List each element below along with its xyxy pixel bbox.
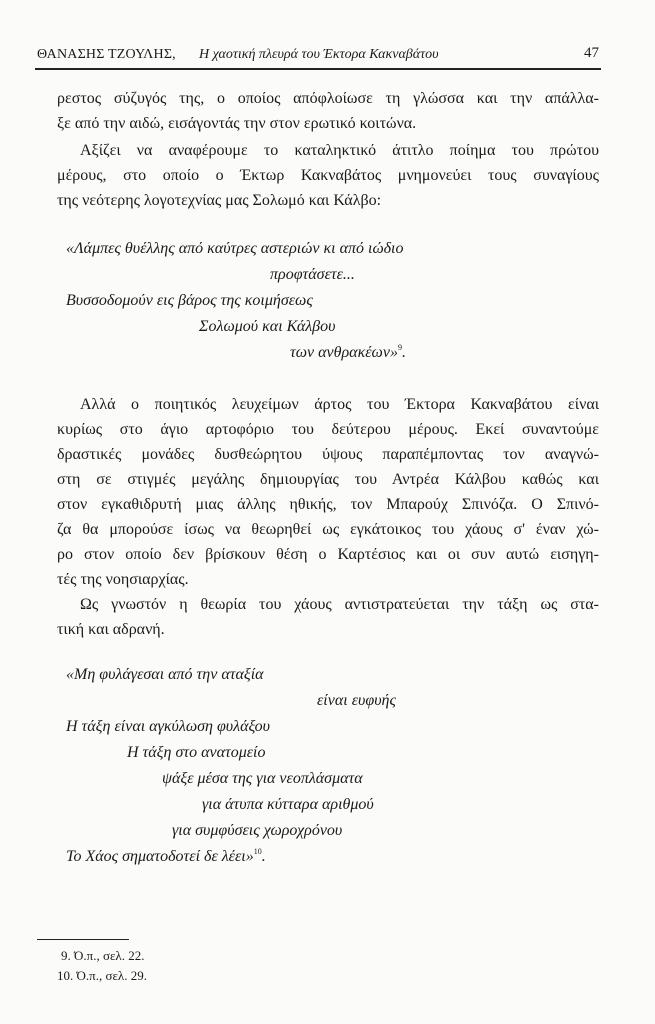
poem-end: . — [401, 344, 406, 361]
poem-line: ψάξε μέσα της για νεοπλάσματα — [162, 770, 363, 787]
text-line: Αλλά ο ποιητικός λευχείμων άρτος του Έκτορα Κακναβάτου είναι — [80, 396, 599, 413]
text-line: κυρίως στο άγιο αρτοφόριο του δεύτερου μέρους. Εκεί συναντούμε — [57, 421, 599, 438]
text-line: Ως γνωστόν η θεωρία του χάους αντιστρατεύεται την τάξη ως στα- — [80, 596, 599, 613]
poem-line-last — [66, 844, 266, 870]
footnote-10: 10. Ό.π., σελ. 29. — [57, 968, 147, 983]
running-head — [37, 44, 599, 66]
text-line: στον εγκαθιδρυτή μιας άλλης ηθικής, τον Μπαρούχ Σπινόζα. Ο Σπινό- — [57, 496, 599, 513]
footnote-ref-9[interactable]: 9 — [397, 343, 402, 352]
poem-line: είναι ευφυής — [317, 692, 396, 709]
poem-line: «Μη φυλάγεσαι από την αταξία — [66, 666, 264, 683]
poem-line: για άτυπα κύτταρα αριθμού — [202, 796, 374, 813]
paragraph-4 — [57, 592, 599, 642]
text-line: της νεότερης λογοτεχνίας μας Σολωμό και Κάλβο: — [57, 192, 382, 209]
poem-line: Βυσσοδομούν εις βάρος της κοιμήσεως — [66, 292, 313, 309]
footnote-9: 9. Ό.π., σελ. 22. — [61, 948, 145, 963]
poem-line: για συμφύσεις χωροχρόνου — [172, 822, 343, 839]
text-line: Αξίζει να αναφέρουμε το καταληκτικό άτιτλο ποίημα του πρώτου — [80, 142, 599, 159]
footnote-ref-10[interactable]: 10 — [253, 847, 262, 856]
text-line: ρο στον οποίο δεν βρίσκουν θέση ο Καρτέσιος και οι συν αυτώ εισηγη- — [57, 546, 599, 563]
poem-line: Σολωμού και Κάλβου — [199, 318, 336, 335]
text-line: δραστικές μονάδες δυσθεώρητου ύψους παραπέμποντας τον αναγνώ- — [57, 446, 599, 463]
poem-line: των ανθρακέων» — [290, 344, 398, 361]
page-number: 47 — [584, 45, 599, 61]
text-line: μέρους, στο οποίο ο Έκτωρ Κακναβάτος μνημονεύει τους συναγίους — [57, 167, 599, 184]
poem-line: «Λάμπες θυέλλης από καύτρες αστεριών κι από ιώδιο — [66, 240, 404, 257]
header-title: Η χαοτική πλευρά του Έκτορα Κακναβάτου — [199, 47, 439, 62]
header-rule — [35, 68, 601, 70]
poem-line: Το Χάος σηματοδοτεί δε λέει» — [66, 848, 254, 865]
text-line: στη σε στιγμές μεγάλης δημιουργίας του Αντρέα Κάλβου καθώς και — [57, 471, 599, 488]
poem-line-last — [290, 340, 406, 366]
text-line: ζα θα μπορούσε ίσως να θεωρηθεί ως εγκάτοικος του χάους σ' έναν χώ- — [57, 521, 599, 538]
paragraph-2 — [57, 138, 599, 213]
poem-line: Η τάξη είναι αγκύλωση φυλάξου — [66, 718, 270, 735]
poem-line: προφτάσετε... — [270, 266, 355, 283]
header-author: ΘΑΝΑΣΗΣ ΤΖΟΥΛΗΣ, — [37, 47, 176, 62]
footnote-rule — [37, 939, 129, 940]
text-line: τές της νοησιαρχίας. — [57, 571, 189, 588]
text-line: τική και αδρανή. — [57, 621, 165, 638]
paragraph-1 — [57, 86, 599, 136]
text-line: ρεστος σύζυγός της, ο οποίος απόφλοίωσε τη γλώσσα και την απάλλα- — [57, 90, 599, 107]
poem-line: Η τάξη στο ανατομείο — [127, 744, 266, 761]
paragraph-3 — [57, 392, 599, 592]
text-line: ξε από την αιδώ, εισάγοντάς την στον ερωτικό κοιτώνα. — [57, 115, 417, 132]
poem-end: . — [261, 848, 266, 865]
